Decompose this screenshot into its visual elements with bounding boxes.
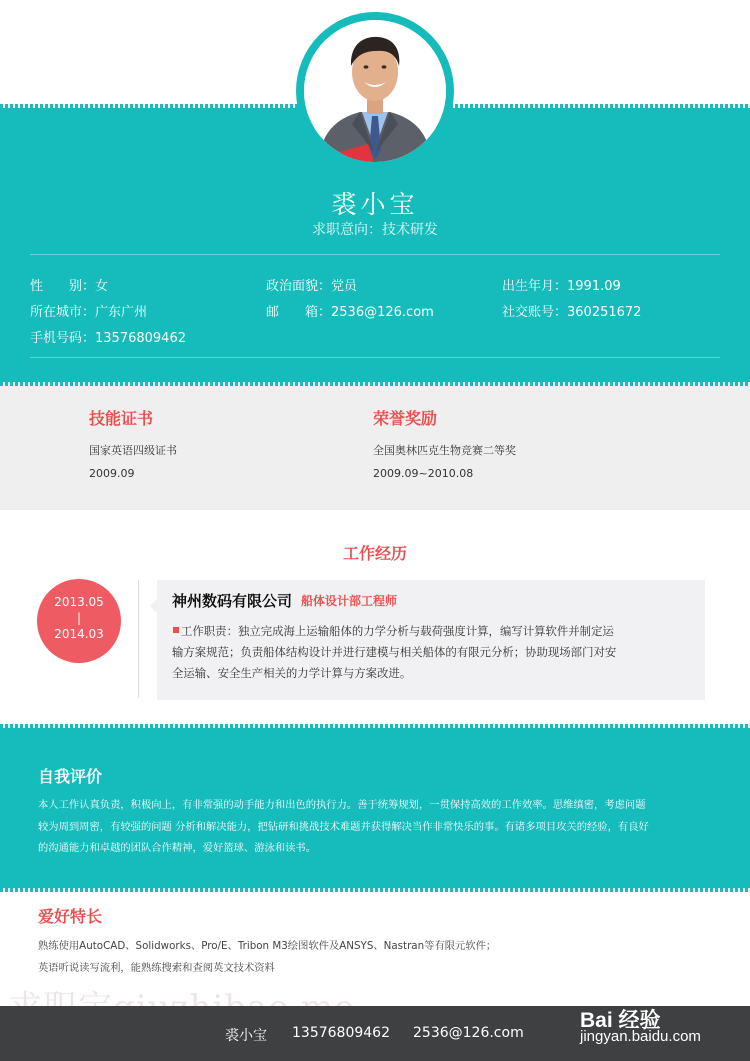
city-label: 所在城市： — [30, 305, 96, 320]
eval-line: 本人工作认真负责，积极向上，有非常强的动手能力和出色的执行力。善于统筹规划，一贯保持高效的工作效率。思维缜密，考虑问题 — [38, 799, 646, 811]
work-date-separator: | — [76, 611, 82, 625]
politics-label: 政治面貌： — [266, 279, 332, 294]
info-gender — [30, 275, 108, 294]
duty-line: 工作职责：独立完成海上运输船体的力学分析与载荷强度计算，编写计算软件并制定运 — [181, 624, 614, 638]
avatar — [304, 20, 446, 162]
avatar-ring — [296, 12, 454, 170]
work-title: 工作经历 — [342, 544, 407, 563]
social-value: 360251672 — [567, 305, 642, 320]
eval-title: 自我评价 — [38, 767, 103, 786]
gender-value: 女 — [95, 279, 109, 294]
hobby-line: 英语听说读写流利，能熟练搜索和查阅英文技术资料 — [38, 962, 275, 974]
baidu-url: jingyan.baidu.com — [580, 1028, 701, 1045]
timeline-line — [138, 580, 139, 698]
bullet-square-icon — [173, 627, 179, 633]
work-end: 2014.03 — [54, 627, 104, 641]
birth-value: 1991.09 — [567, 279, 621, 294]
duty-line: 输方案规范；负责船体结构设计并进行建模与相关船体的有限元分析；协助现场部门对安 — [172, 645, 617, 659]
social-label: 社交账号： — [502, 305, 568, 320]
job-intent: 求职意向：技术研发 — [312, 222, 438, 238]
work-date-badge — [37, 579, 121, 663]
hobby-line: 熟练使用AutoCAD、Solidworks、Pro/E、Tribon M3绘图软件及ANSYS、Nastran等有限元软件； — [38, 940, 497, 952]
avatar-photo — [304, 20, 446, 162]
phone-label: 手机号码： — [30, 331, 96, 346]
footer-email: 2536@126.com — [413, 1025, 524, 1041]
info-city — [30, 301, 147, 320]
skills-title: 技能证书 — [89, 409, 154, 428]
eval-stripe-bottom — [0, 888, 750, 892]
email-value: 2536@126.com — [331, 305, 434, 320]
work-start: 2013.05 — [54, 595, 104, 609]
info-divider — [30, 254, 720, 255]
info-social — [502, 301, 641, 320]
company-name: 神州数码有限公司 — [172, 592, 293, 610]
eval-line: 的沟通能力和卓越的团队合作精神，爱好篮球、游泳和读书。 — [38, 842, 317, 854]
footer-phone: 13576809462 — [292, 1025, 390, 1041]
hobby-title: 爱好特长 — [38, 907, 103, 926]
birth-label: 出生年月： — [502, 279, 568, 294]
info-birth — [502, 275, 621, 294]
gender-label: 性 别： — [30, 279, 96, 294]
candidate-name: 裘小宝 — [331, 190, 419, 219]
skills-date: 2009.09 — [89, 467, 135, 480]
duty-line: 全运输、安全生产相关的力学计算与方案改进。 — [172, 666, 412, 680]
info-email — [266, 301, 434, 320]
info-phone — [30, 327, 186, 346]
awards-item: 全国奥林匹克生物竞赛二等奖 — [373, 444, 516, 457]
awards-title: 荣誉奖励 — [373, 409, 438, 428]
phone-value: 13576809462 — [95, 331, 186, 346]
info-divider — [30, 357, 720, 358]
email-label: 邮 箱： — [266, 305, 332, 320]
footer-name: 裘小宝 — [225, 1028, 267, 1044]
job-position: 船体设计部工程师 — [301, 594, 398, 608]
card-arrow — [150, 599, 157, 613]
politics-value: 党员 — [331, 279, 358, 294]
skills-item: 国家英语四级证书 — [89, 444, 177, 457]
city-value: 广东广州 — [95, 305, 148, 320]
awards-date: 2009.09~2010.08 — [373, 467, 474, 480]
baidu-logo: Bai 经验 — [580, 1009, 661, 1032]
info-politics — [266, 275, 357, 294]
eval-line: 较为周到周密，有较强的问题 分析和解决能力，把钻研和挑战技术难题并获得解决当作非常快乐的事。有诸多项目攻关的经验，有良好 — [38, 821, 649, 833]
